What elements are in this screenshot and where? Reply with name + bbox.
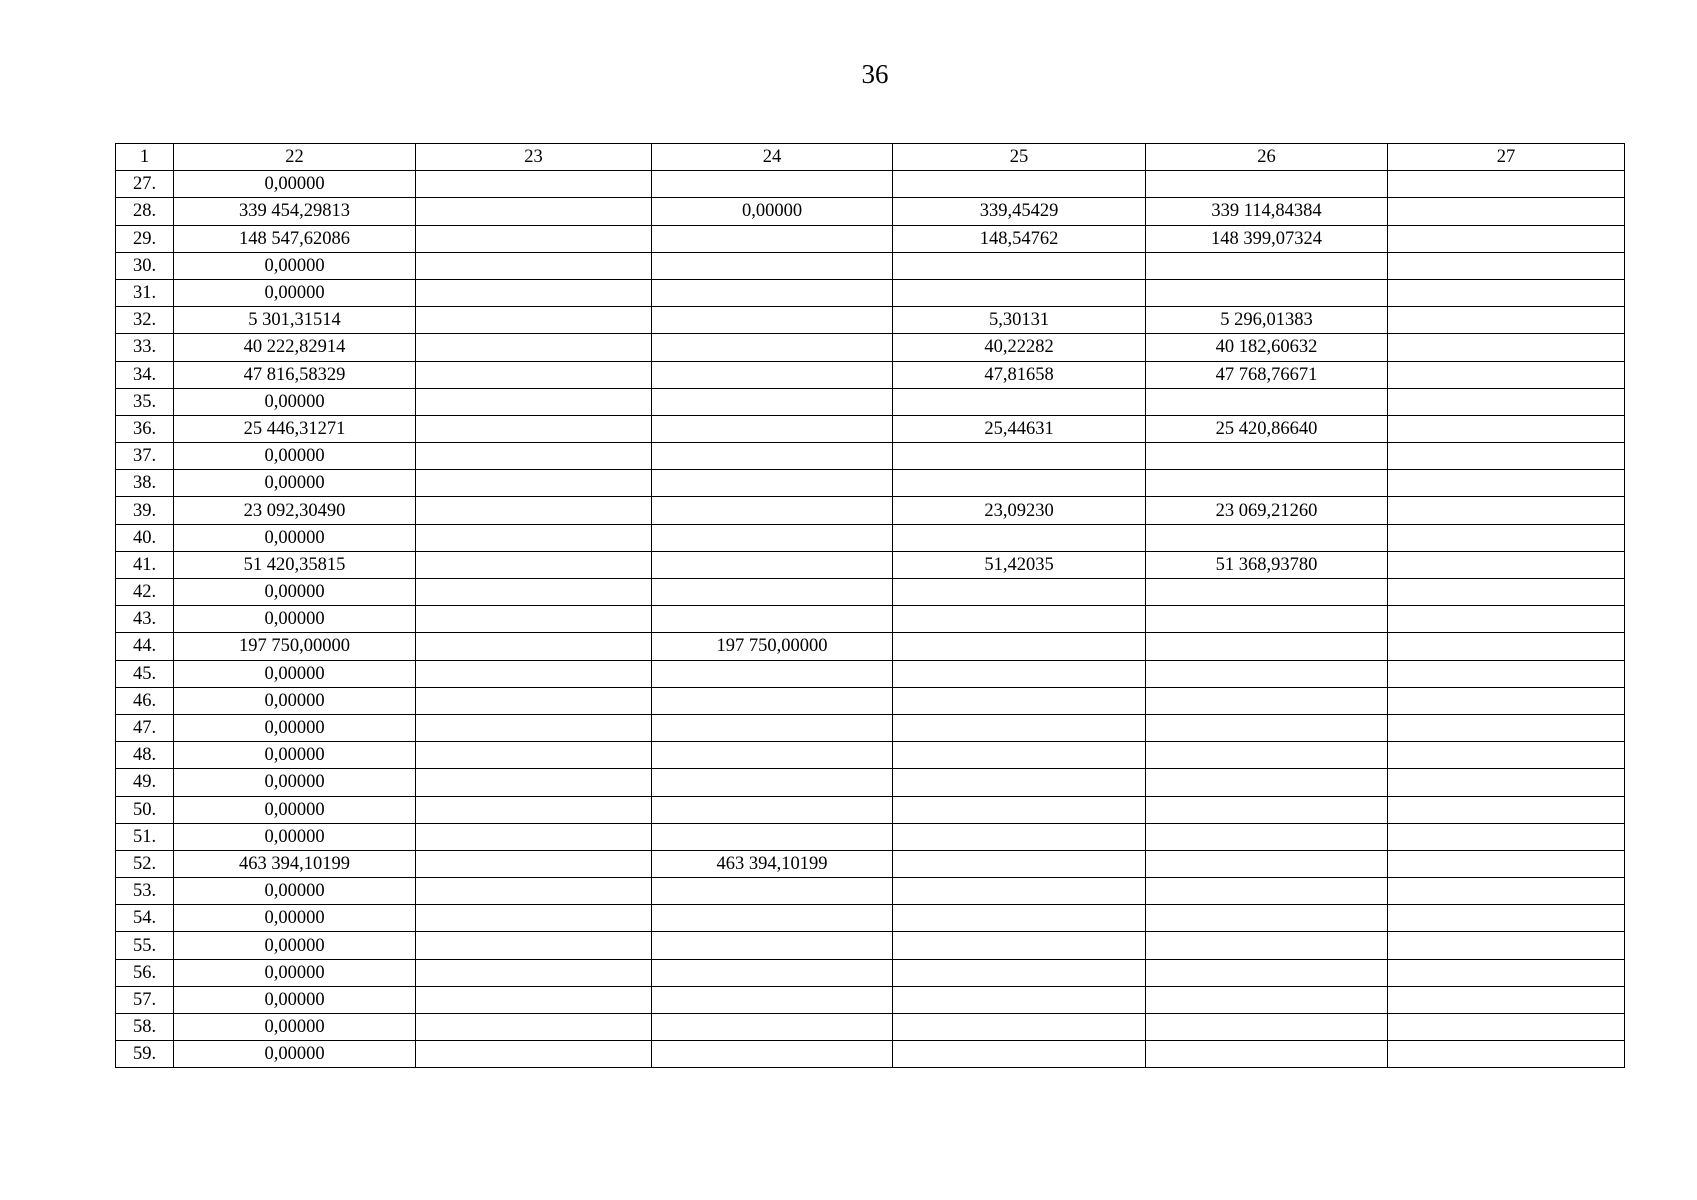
table-cell: 0,00000 — [174, 769, 416, 796]
table-cell — [652, 470, 893, 497]
table-cell — [652, 606, 893, 633]
table-cell — [416, 524, 652, 551]
table-cell: 0,00000 — [174, 687, 416, 714]
table-row — [116, 878, 1625, 905]
row-number-cell: 55. — [116, 932, 174, 959]
table-cell — [652, 687, 893, 714]
table-cell: 0,00000 — [174, 742, 416, 769]
table-row — [116, 823, 1625, 850]
table-cell: 148,54762 — [893, 225, 1146, 252]
table-cell — [1388, 687, 1625, 714]
row-number-cell: 27. — [116, 171, 174, 198]
table-cell — [1146, 633, 1388, 660]
table-cell — [893, 687, 1146, 714]
table-row — [116, 198, 1625, 225]
table-cell — [1146, 769, 1388, 796]
table-cell — [652, 551, 893, 578]
row-number-cell: 38. — [116, 470, 174, 497]
table-cell — [416, 361, 652, 388]
table-cell — [416, 497, 652, 524]
table-row — [116, 796, 1625, 823]
table-cell — [1146, 660, 1388, 687]
table-row — [116, 279, 1625, 306]
table-cell — [416, 579, 652, 606]
row-number-cell: 32. — [116, 307, 174, 334]
table-cell — [416, 470, 652, 497]
table-cell — [893, 388, 1146, 415]
column-header: 26 — [1146, 144, 1388, 171]
table-cell — [893, 878, 1146, 905]
row-number-cell: 47. — [116, 714, 174, 741]
table-cell: 0,00000 — [174, 279, 416, 306]
table-row — [116, 1041, 1625, 1068]
row-number-cell: 43. — [116, 606, 174, 633]
table-cell — [416, 334, 652, 361]
table-cell — [1388, 850, 1625, 877]
table-cell — [893, 524, 1146, 551]
table-cell: 47,81658 — [893, 361, 1146, 388]
table-cell — [652, 579, 893, 606]
table-row — [116, 443, 1625, 470]
table-row — [116, 524, 1625, 551]
table-cell — [652, 742, 893, 769]
table-cell — [1388, 524, 1625, 551]
table-cell: 463 394,10199 — [174, 850, 416, 877]
row-number-cell: 54. — [116, 905, 174, 932]
table-cell: 463 394,10199 — [652, 850, 893, 877]
table-cell: 0,00000 — [652, 198, 893, 225]
table-cell — [1388, 823, 1625, 850]
table-cell — [652, 334, 893, 361]
table-cell — [1146, 687, 1388, 714]
table-row — [116, 850, 1625, 877]
row-number-cell: 33. — [116, 334, 174, 361]
table-cell — [1146, 171, 1388, 198]
table-cell — [1388, 551, 1625, 578]
table-row — [116, 986, 1625, 1013]
table-cell — [893, 959, 1146, 986]
table-row — [116, 307, 1625, 334]
table-cell — [893, 1014, 1146, 1041]
table-cell — [652, 932, 893, 959]
column-header: 27 — [1388, 144, 1625, 171]
table-cell — [893, 932, 1146, 959]
row-number-cell: 51. — [116, 823, 174, 850]
table-row — [116, 687, 1625, 714]
table-cell — [1388, 252, 1625, 279]
table-cell — [652, 1041, 893, 1068]
table-row — [116, 1014, 1625, 1041]
table-cell — [1146, 1014, 1388, 1041]
table-cell — [1146, 878, 1388, 905]
table-cell — [1388, 279, 1625, 306]
table-cell — [1146, 524, 1388, 551]
table-cell: 0,00000 — [174, 470, 416, 497]
table-cell: 0,00000 — [174, 986, 416, 1013]
table-cell — [416, 687, 652, 714]
table-cell — [1388, 742, 1625, 769]
row-number-cell: 37. — [116, 443, 174, 470]
table-cell: 197 750,00000 — [174, 633, 416, 660]
table-cell: 5 296,01383 — [1146, 307, 1388, 334]
table-row — [116, 932, 1625, 959]
table-cell: 339 114,84384 — [1146, 198, 1388, 225]
table-cell — [1388, 959, 1625, 986]
row-number-cell: 59. — [116, 1041, 174, 1068]
table-cell — [1388, 769, 1625, 796]
table-cell: 0,00000 — [174, 714, 416, 741]
table-cell — [893, 660, 1146, 687]
table-cell — [652, 415, 893, 442]
table-cell: 25 446,31271 — [174, 415, 416, 442]
table-cell — [652, 986, 893, 1013]
row-number-cell: 45. — [116, 660, 174, 687]
table-cell — [652, 769, 893, 796]
table-cell — [652, 225, 893, 252]
table-cell — [416, 606, 652, 633]
table-cell — [1146, 905, 1388, 932]
table-cell: 197 750,00000 — [652, 633, 893, 660]
table-cell — [893, 714, 1146, 741]
column-header: 22 — [174, 144, 416, 171]
table-cell — [1388, 932, 1625, 959]
table-cell: 0,00000 — [174, 932, 416, 959]
table-cell — [416, 225, 652, 252]
table-cell: 0,00000 — [174, 905, 416, 932]
table-cell — [416, 986, 652, 1013]
table-cell — [652, 660, 893, 687]
table-cell — [1146, 850, 1388, 877]
table-cell — [893, 742, 1146, 769]
table-cell: 23 069,21260 — [1146, 497, 1388, 524]
table-cell — [1388, 497, 1625, 524]
table-cell — [652, 1014, 893, 1041]
table-cell — [652, 524, 893, 551]
table-cell: 51 420,35815 — [174, 551, 416, 578]
table-row — [116, 660, 1625, 687]
table-cell: 0,00000 — [174, 252, 416, 279]
row-number-cell: 53. — [116, 878, 174, 905]
table-cell — [416, 714, 652, 741]
table-cell: 40 222,82914 — [174, 334, 416, 361]
table-cell: 339 454,29813 — [174, 198, 416, 225]
table-cell — [1146, 1041, 1388, 1068]
column-header: 1 — [116, 144, 174, 171]
table-row — [116, 225, 1625, 252]
table-cell — [1146, 470, 1388, 497]
table-cell: 0,00000 — [174, 878, 416, 905]
table-cell — [416, 415, 652, 442]
table-cell — [652, 823, 893, 850]
table-cell: 0,00000 — [174, 524, 416, 551]
table-row — [116, 252, 1625, 279]
table-cell: 5,30131 — [893, 307, 1146, 334]
table-cell — [1388, 361, 1625, 388]
table-cell — [893, 1041, 1146, 1068]
table-cell — [652, 905, 893, 932]
table-cell — [893, 279, 1146, 306]
table-cell — [652, 388, 893, 415]
table-row — [116, 361, 1625, 388]
table-cell — [416, 1014, 652, 1041]
table-cell — [1388, 986, 1625, 1013]
table-body — [116, 171, 1625, 1068]
table-cell: 148 399,07324 — [1146, 225, 1388, 252]
table-row — [116, 769, 1625, 796]
table-cell — [1388, 171, 1625, 198]
table-cell — [416, 388, 652, 415]
table-cell — [1146, 932, 1388, 959]
table-cell — [416, 742, 652, 769]
table-cell — [1388, 1014, 1625, 1041]
table-row — [116, 334, 1625, 361]
table-cell — [1146, 443, 1388, 470]
row-number-cell: 46. — [116, 687, 174, 714]
row-number-cell: 35. — [116, 388, 174, 415]
table-cell — [416, 279, 652, 306]
table-cell — [893, 606, 1146, 633]
table-cell — [416, 878, 652, 905]
table-cell — [416, 198, 652, 225]
column-header: 23 — [416, 144, 652, 171]
table-cell — [1388, 660, 1625, 687]
table-cell — [652, 307, 893, 334]
table-cell — [893, 579, 1146, 606]
table-cell — [893, 633, 1146, 660]
table-cell: 23,09230 — [893, 497, 1146, 524]
table-cell — [1388, 443, 1625, 470]
row-number-cell: 44. — [116, 633, 174, 660]
page-number: 36 — [861, 59, 889, 89]
table-cell: 0,00000 — [174, 1041, 416, 1068]
table-cell — [893, 905, 1146, 932]
table-cell: 0,00000 — [174, 1014, 416, 1041]
row-number-cell: 42. — [116, 579, 174, 606]
table-cell — [652, 878, 893, 905]
row-number-cell: 52. — [116, 850, 174, 877]
table-cell — [1388, 388, 1625, 415]
table-cell — [893, 823, 1146, 850]
table-cell: 23 092,30490 — [174, 497, 416, 524]
table-cell — [416, 443, 652, 470]
row-number-cell: 48. — [116, 742, 174, 769]
row-number-cell: 36. — [116, 415, 174, 442]
table-row — [116, 579, 1625, 606]
table-cell — [416, 551, 652, 578]
table-cell: 0,00000 — [174, 796, 416, 823]
table-cell — [652, 361, 893, 388]
table-row — [116, 633, 1625, 660]
table-cell — [416, 850, 652, 877]
table-cell: 0,00000 — [174, 606, 416, 633]
table-cell — [1388, 225, 1625, 252]
table-cell — [1146, 959, 1388, 986]
table-cell — [1388, 905, 1625, 932]
row-number-cell: 56. — [116, 959, 174, 986]
row-number-cell: 40. — [116, 524, 174, 551]
table-cell — [1388, 198, 1625, 225]
table-row — [116, 551, 1625, 578]
table-cell — [1388, 606, 1625, 633]
header-row — [116, 144, 1625, 171]
table-cell — [416, 252, 652, 279]
table-cell — [893, 769, 1146, 796]
table-cell: 5 301,31514 — [174, 307, 416, 334]
table-cell — [652, 252, 893, 279]
table-cell: 47 768,76671 — [1146, 361, 1388, 388]
table-cell: 47 816,58329 — [174, 361, 416, 388]
table-cell — [416, 959, 652, 986]
table-cell: 0,00000 — [174, 823, 416, 850]
table-cell — [652, 796, 893, 823]
table-cell — [416, 307, 652, 334]
table-cell: 40,22282 — [893, 334, 1146, 361]
table-row — [116, 905, 1625, 932]
table-row — [116, 470, 1625, 497]
data-table — [115, 143, 1625, 1068]
table-cell — [893, 796, 1146, 823]
table-cell — [416, 823, 652, 850]
table-cell — [416, 769, 652, 796]
table-cell — [893, 986, 1146, 1013]
table-cell — [1146, 986, 1388, 1013]
table-cell — [1388, 334, 1625, 361]
table-cell: 0,00000 — [174, 443, 416, 470]
table-cell — [1146, 579, 1388, 606]
row-number-cell: 39. — [116, 497, 174, 524]
row-number-cell: 41. — [116, 551, 174, 578]
table-cell: 0,00000 — [174, 388, 416, 415]
table-cell: 51,42035 — [893, 551, 1146, 578]
table-row — [116, 388, 1625, 415]
table-cell — [652, 497, 893, 524]
table-cell — [652, 714, 893, 741]
table-cell — [416, 171, 652, 198]
table-cell: 0,00000 — [174, 660, 416, 687]
row-number-cell: 30. — [116, 252, 174, 279]
table-cell — [1146, 714, 1388, 741]
row-number-cell: 49. — [116, 769, 174, 796]
table-cell — [1388, 633, 1625, 660]
row-number-cell: 31. — [116, 279, 174, 306]
table-cell — [893, 252, 1146, 279]
table-cell — [893, 171, 1146, 198]
table-cell — [416, 633, 652, 660]
table-cell — [1388, 714, 1625, 741]
table-cell — [1146, 388, 1388, 415]
row-number-cell: 50. — [116, 796, 174, 823]
table-row — [116, 742, 1625, 769]
row-number-cell: 57. — [116, 986, 174, 1013]
table-cell: 0,00000 — [174, 171, 416, 198]
table-cell — [1388, 878, 1625, 905]
table-cell — [1388, 470, 1625, 497]
table-cell: 0,00000 — [174, 579, 416, 606]
table-cell — [1388, 415, 1625, 442]
table-cell — [893, 850, 1146, 877]
table-cell — [1146, 742, 1388, 769]
table-cell — [416, 796, 652, 823]
table-header — [116, 144, 1625, 171]
table-cell — [1388, 1041, 1625, 1068]
table-cell: 0,00000 — [174, 959, 416, 986]
table-cell: 339,45429 — [893, 198, 1146, 225]
table-row — [116, 959, 1625, 986]
column-header: 25 — [893, 144, 1146, 171]
table-cell — [652, 279, 893, 306]
table-cell — [1388, 796, 1625, 823]
table-cell — [893, 470, 1146, 497]
row-number-cell: 29. — [116, 225, 174, 252]
table-cell: 148 547,62086 — [174, 225, 416, 252]
column-header: 24 — [652, 144, 893, 171]
table-cell — [416, 660, 652, 687]
table-cell — [416, 932, 652, 959]
row-number-cell: 58. — [116, 1014, 174, 1041]
table-cell: 25,44631 — [893, 415, 1146, 442]
table-row — [116, 714, 1625, 741]
table-cell — [893, 443, 1146, 470]
table-cell: 51 368,93780 — [1146, 551, 1388, 578]
table-cell — [1388, 307, 1625, 334]
table-cell — [1146, 796, 1388, 823]
table-cell: 25 420,86640 — [1146, 415, 1388, 442]
table-row — [116, 497, 1625, 524]
table-cell — [1146, 606, 1388, 633]
table-cell — [416, 1041, 652, 1068]
table-cell — [1388, 579, 1625, 606]
table-cell — [652, 959, 893, 986]
table-row — [116, 415, 1625, 442]
table-cell — [652, 171, 893, 198]
row-number-cell: 28. — [116, 198, 174, 225]
table-row — [116, 606, 1625, 633]
table-cell: 40 182,60632 — [1146, 334, 1388, 361]
table-row — [116, 171, 1625, 198]
table-cell — [1146, 823, 1388, 850]
table-cell — [1146, 279, 1388, 306]
table-cell — [1146, 252, 1388, 279]
row-number-cell: 34. — [116, 361, 174, 388]
table-cell — [652, 443, 893, 470]
table-cell — [416, 905, 652, 932]
